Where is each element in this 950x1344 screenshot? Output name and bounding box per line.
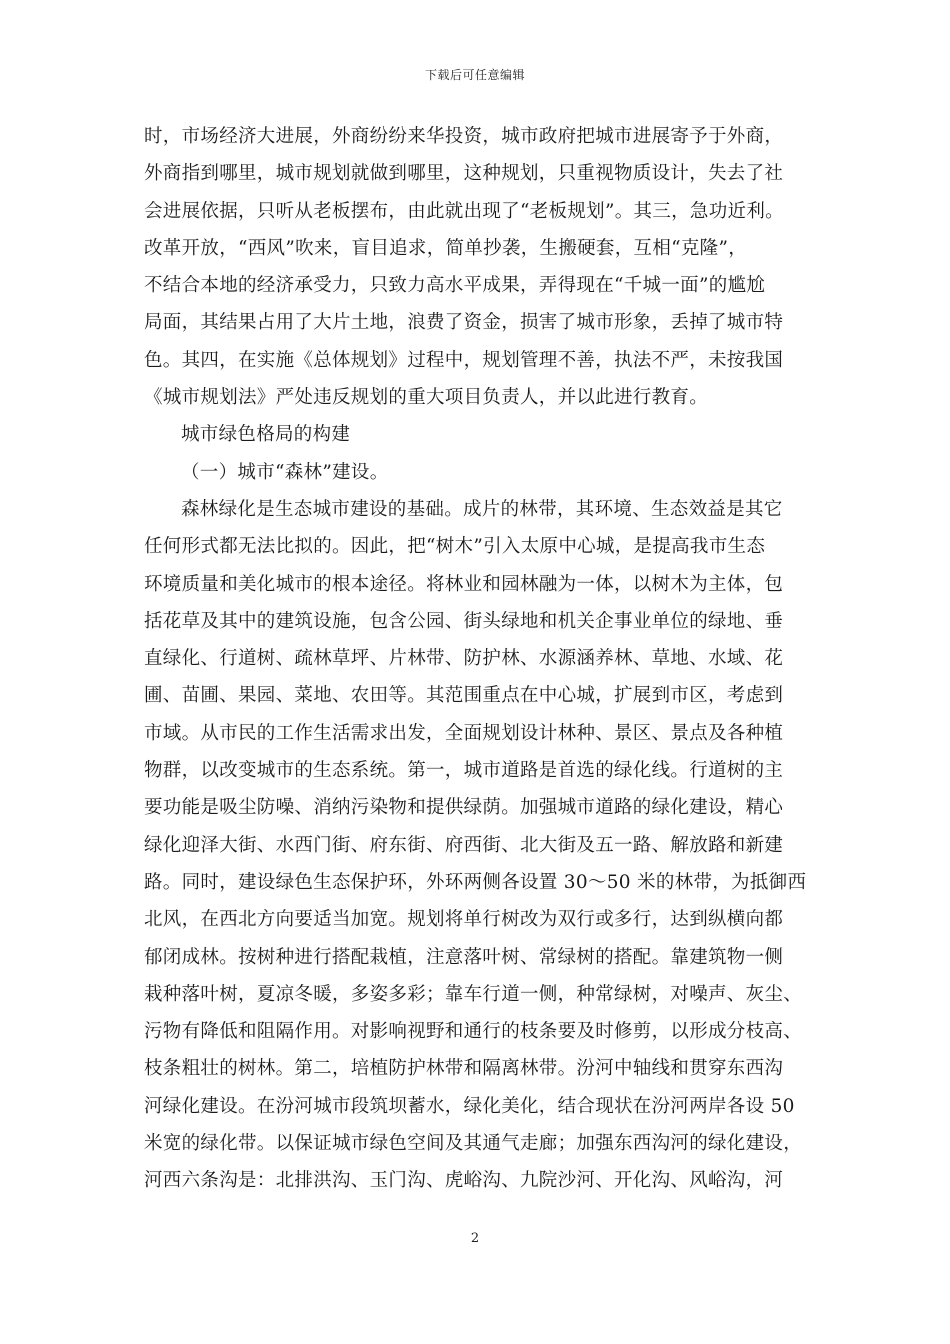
- text-line: 市域。从市民的工作生活需求出发，全面规划设计林种、景区、景点及各种植: [144, 722, 784, 744]
- text-line: 色。其四，在实施《总体规划》过程中，规划管理不善，执法不严，未按我国: [144, 349, 784, 371]
- text-line: 城市绿色格局的构建: [181, 424, 351, 446]
- text-line: 《城市规划法》严处违反规划的重大项目负责人，并以此进行教育。: [144, 387, 709, 409]
- text-line: 外商指到哪里，城市规划就做到哪里，这种规划，只重视物质设计，失去了社: [144, 163, 784, 185]
- text-line: 任何形式都无法比拟的。因此，把“树木”引入太原中心城，是提高我市生态: [144, 536, 766, 558]
- document-body: [144, 118, 810, 1200]
- text-line: 绿化迎泽大街、水西门街、府东街、府西街、北大街及五一路、解放路和新建: [144, 834, 784, 856]
- page-header: 下载后可任意编辑: [424, 68, 525, 82]
- text-line: 会进展依据，只听从老板摆布，由此就出现了“老板规划”。其三，急功近利。: [144, 200, 784, 222]
- text-line: 森林绿化是生态城市建设的基础。成片的林带，其环境、生态效益是其它: [181, 498, 783, 520]
- text-line: 河绿化建设。在汾河城市段筑坝蓄水，绿化美化，结合现状在汾河两岸各设 50: [144, 1095, 795, 1117]
- text-line: 污物有降低和阻隔作用。对影响视野和通行的枝条要及时修剪，以形成分枝高、: [144, 1021, 803, 1043]
- text-line: 括花草及其中的建筑设施，包含公园、街头绿地和机关企事业单位的绿地、垂: [144, 610, 784, 632]
- text-line: 河西六条沟是：北排洪沟、玉门沟、虎峪沟、九院沙河、开化沟、风峪沟，河: [144, 1170, 784, 1192]
- text-line: 郁闭成林。按树种进行搭配栽植，注意落叶树、常绿树的搭配。靠建筑物一侧: [144, 946, 784, 968]
- text-line: 栽种落叶树，夏凉冬暖，多姿多彩；靠车行道一侧，种常绿树，对噪声、灰尘、: [144, 983, 803, 1005]
- text-line: 局面，其结果占用了大片土地，浪费了资金，损害了城市形象，丢掉了城市特: [144, 312, 784, 334]
- text-line: 路。同时，建设绿色生态保护环，外环两侧各设置 30～50 米的林带，为抵御西: [144, 871, 807, 893]
- text-line: 时，市场经济大进展，外商纷纷来华投资，城市政府把城市进展寄予于外商，: [144, 126, 784, 147]
- text-line: 北风，在西北方向要适当加宽。规划将单行树改为双行或多行，达到纵横向都: [144, 909, 784, 931]
- text-line: 改革开放，“西风”吹来，盲目追求，简单抄袭，生搬硬套，互相“克隆”，: [144, 237, 748, 259]
- text-line: 物群，以改变城市的生态系统。第一，城市道路是首选的绿化线。行道树的主: [144, 760, 784, 782]
- text-line: 环境质量和美化城市的根本途径。将林业和园林融为一体，以树木为主体，包: [144, 573, 784, 595]
- text-line: 米宽的绿化带。以保证城市绿色空间及其通气走廊；加强东西沟河的绿化建设，: [144, 1133, 803, 1155]
- text-line: 直绿化、行道树、疏林草坪、片林带、防护林、水源涵养林、草地、水域、花: [144, 648, 784, 670]
- page-number: 2: [470, 1231, 480, 1246]
- text-line: 要功能是吸尘防噪、消纳污染物和提供绿荫。加强城市道路的绿化建设，精心: [144, 797, 784, 819]
- text-line: （一）城市“森林”建设。: [181, 461, 389, 483]
- text-line: 枝条粗壮的树林。第二，培植防护林带和隔离林带。汾河中轴线和贯穿东西沟: [144, 1058, 784, 1080]
- text-line: 圃、苗圃、果园、菜地、农田等。其范围重点在中心城，扩展到市区，考虑到: [144, 685, 784, 707]
- text-line: 不结合本地的经济承受力，只致力高水平成果，弄得现在“千城一面”的尴尬: [144, 275, 766, 297]
